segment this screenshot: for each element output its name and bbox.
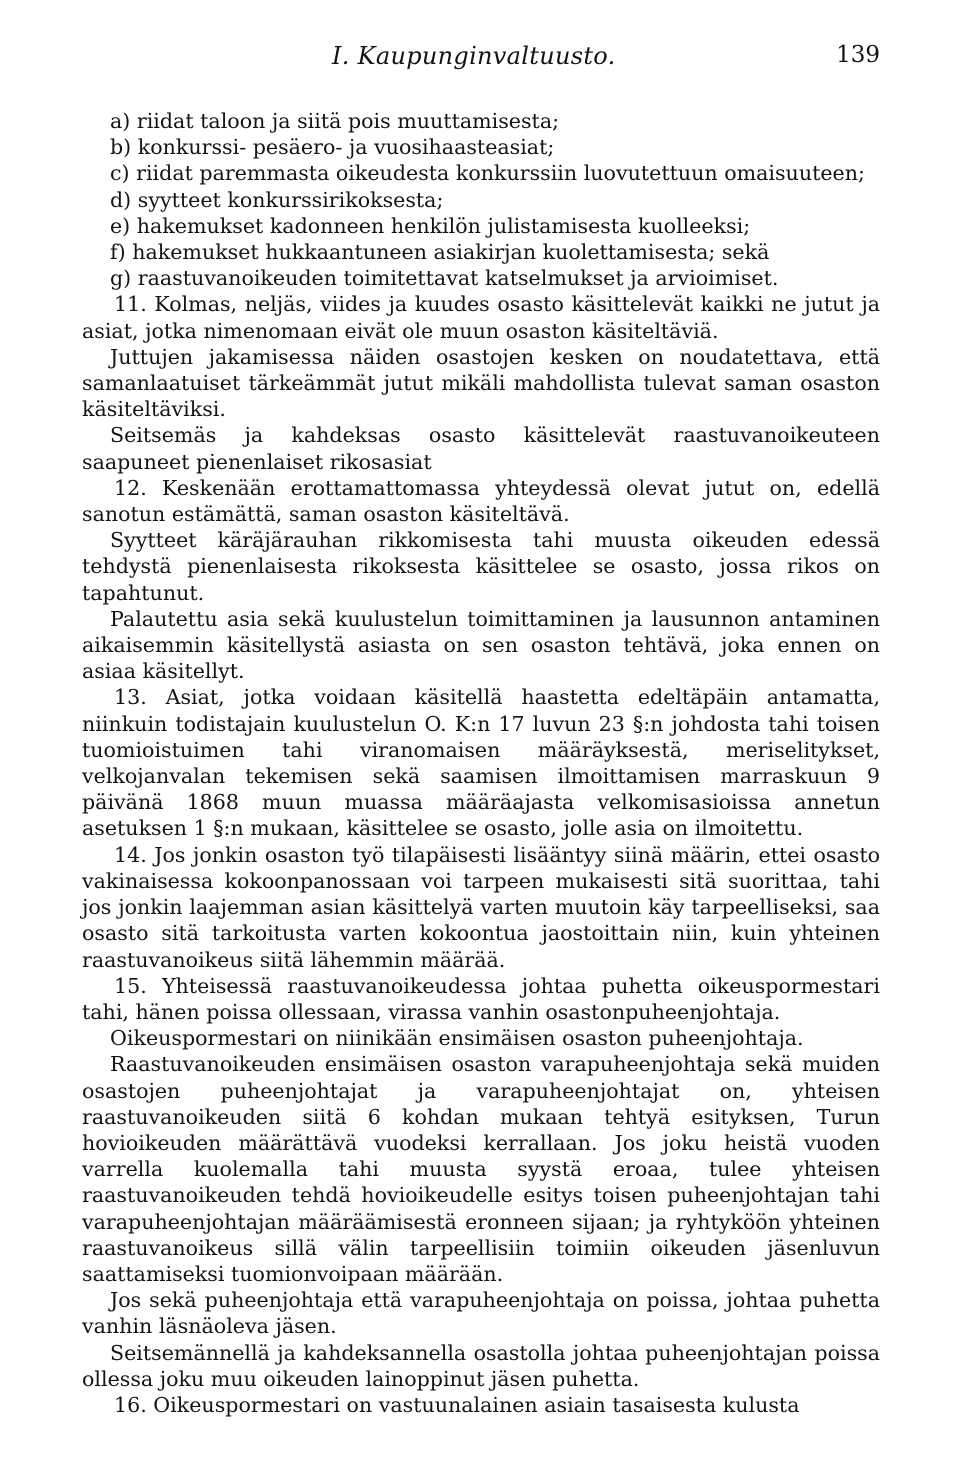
section-15-paragraph: 15. Yhteisessä raastuvanoikeudessa johtaa puhetta oikeuspormestari tahi, hänen poissa ollessaan, virassa vanhin osastonpuheenjohtaja. [82, 973, 880, 1024]
list-item: b) konkurssi- pesäero- ja vuosihaasteasiat; [110, 135, 555, 160]
list-item: g) raastuvanoikeuden toimitettavat katselmukset ja arvioimiset. [110, 266, 779, 291]
paragraph: Juttujen jakamisessa näiden osastojen kesken on noudatettava, että samanlaatuiset tärkeämmät jutut mikäli mahdollista tulevat saman osaston käsiteltäviksi. [82, 344, 880, 422]
body-text [82, 108, 880, 1418]
list-item: d) syytteet konkurssirikoksesta; [110, 187, 444, 212]
paragraph: Syytteet käräjärauhan rikkomisesta tahi muusta oikeuden edessä tehdystä pienenlaisesta rikoksesta käsittelee se osasto, jossa rikos on tapahtunut. [82, 528, 880, 605]
running-head: I. Kaupunginvaltuusto. [332, 42, 616, 70]
list-item: c) riidat paremmasta oikeudesta konkurssiin luovutettuun omaisuuteen; [110, 161, 865, 186]
page-header [82, 36, 880, 76]
paragraph: Jos sekä puheenjohtaja että varapuheenjohtaja on poissa, johtaa puhetta vanhin läsnäoleva jäsen. [82, 1288, 880, 1339]
paragraph: Seitsemännellä ja kahdeksannella osastolla johtaa puheenjohtajan poissa ollessa joku muu oikeuden lainoppinut jäsen puhetta. [82, 1340, 880, 1391]
section-12-paragraph: 12. Keskenään erottamattomassa yhteydessä olevat jutut on, edellä sanotun estämättä, saman osaston käsiteltävä. [82, 475, 880, 527]
case-type-list [82, 108, 880, 291]
section-14-paragraph: 14. Jos jonkin osaston työ tilapäisesti lisääntyy siinä määrin, ettei osasto vakinaisessa kokoonpanossaan voi tarpeen mukaisesti sitä suorittaa, tahi jos jonkin laajemman asian käsittelyä varten muutoin käy tarpeelliseksi, saa osasto sitä tarkoitusta varten kokoontua jaostoittain niin, kuin yhteinen raastuvanoikeus siitä lähemmin määrää. [82, 842, 880, 972]
list-item: a) riidat taloon ja siitä pois muuttamisesta; [110, 109, 560, 133]
list-item: f) hakemukset hukkaantuneen asiakirjan kuolettamisesta; sekä [110, 240, 770, 265]
paragraph: Seitsemäs ja kahdeksas osasto käsittelevät raastuvanoikeuteen saapuneet pienenlaiset rikosasiat [82, 423, 880, 474]
section-13-paragraph: 13. Asiat, jotka voidaan käsitellä haastetta edeltäpäin antamatta, niinkuin todistajain kuulustelun O. K:n 17 luvun 23 §:n johdosta tahi toisen tuomioistuimen tahi viranomaisen määräyksestä, meriselitykset, velkojanvalan tekemisen sekä saamisen ilmoittamisen marraskuun 9 päivänä 1868 muun muassa määräajasta velkomisasioissa annetun asetuksen 1 §:n mukaan, käsittelee se osasto, jolle asia on ilmoitettu. [82, 685, 880, 841]
list-item: e) hakemukset kadonneen henkilön julistamisesta kuolleeksi; [110, 213, 751, 238]
page-number: 139 [836, 42, 880, 68]
section-16-paragraph: 16. Oikeuspormestari on vastuunalainen asiain tasaisesta kulusta [114, 1392, 800, 1417]
section-11-paragraph: 11. Kolmas, neljäs, viides ja kuudes osasto käsittelevät kaikki ne jutut ja asiat, jotka nimenomaan eivät ole muun osaston käsiteltäviä. [82, 292, 880, 343]
paragraph: Palautettu asia sekä kuulustelun toimittaminen ja lausunnon antaminen aikaisemmin käsitellystä asiasta on sen osaston tehtävä, joka ennen on asiaa käsitellyt. [82, 606, 880, 684]
paragraph: Oikeuspormestari on niinikään ensimäisen osaston puheenjohtaja. [110, 1026, 804, 1051]
paragraph: Raastuvanoikeuden ensimäisen osaston varapuheenjohtaja sekä muiden osastojen puheenjohtajat ja varapuheenjohtajat on, yhteisen raastuvanoikeuden siitä 6 kohdan mukaan tehtyä esityksen, Turun hovioikeuden määrättävä vuodeksi kerrallaan. Jos joku heistä vuoden varrella kuolemalla tahi muusta syystä eroaa, tulee yhteisen raastuvanoikeuden tehdä hovioikeudelle esitys toisen puheenjohtajan tahi varapuheenjohtajan määräämisestä eronneen sijaan; ja ryhtyköön yhteinen raastuvanoikeus sillä välin tarpeellisiin toimiin oikeuden jäsenluvun saattamiseksi tuomionvoipaan määrään. [82, 1052, 880, 1286]
